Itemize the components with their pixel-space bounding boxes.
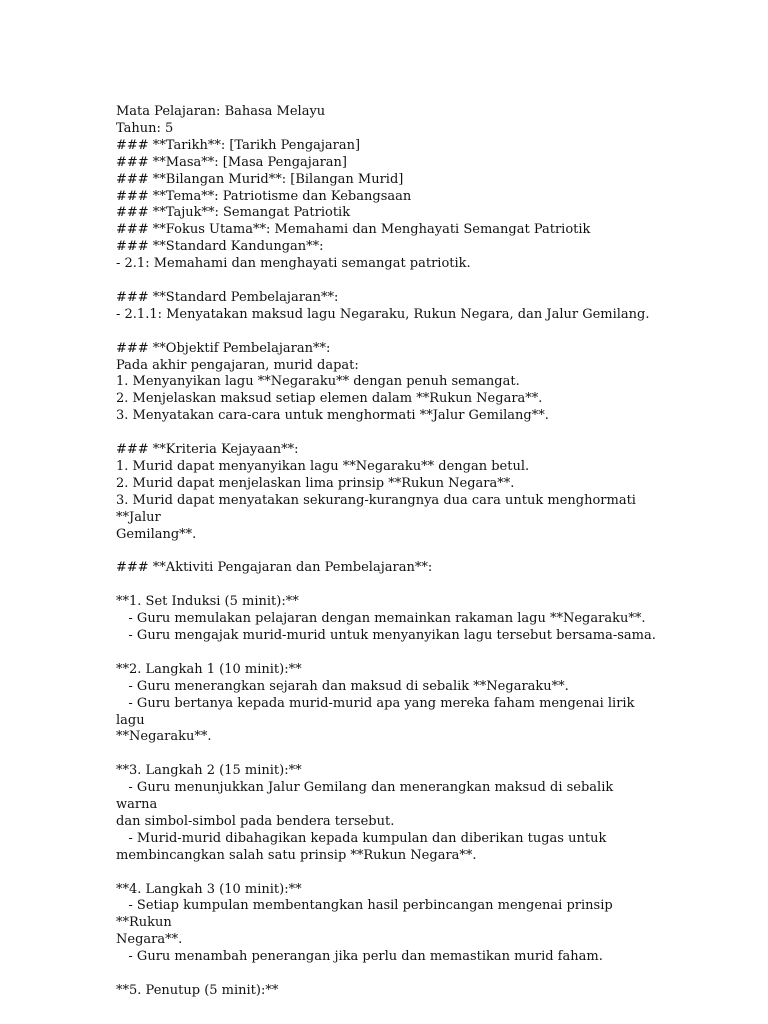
text-line: - Guru bertanya kepada murid-murid apa yang mereka faham mengenai lirik lagu — [116, 695, 639, 728]
text-line: ### **Kriteria Kejayaan**: — [116, 442, 299, 458]
text-line: Pada akhir pengajaran, murid dapat: — [116, 357, 359, 373]
text-line: ### **Bilangan Murid**: [Bilangan Murid] — [116, 171, 404, 187]
text-line: **3. Langkah 2 (15 minit):** — [116, 763, 302, 779]
text-line: - Guru menerangkan sejarah dan maksud di sebalik **Negaraku**. — [116, 678, 569, 694]
blank-line — [116, 577, 656, 594]
text-line: Negara**. — [116, 932, 183, 948]
blank-line — [116, 324, 656, 341]
text-line: **2. Langkah 1 (10 minit):** — [116, 661, 302, 677]
blank-line — [116, 746, 656, 763]
blank-line — [116, 273, 656, 290]
text-line: **5. Penutup (5 minit):** — [116, 982, 279, 998]
text-line: 3. Menyatakan cara-cara untuk menghormati **Jalur Gemilang**. — [116, 408, 549, 424]
blank-line — [116, 966, 656, 983]
text-line: 1. Murid dapat menyanyikan lagu **Negaraku** dengan betul. — [116, 458, 530, 474]
text-line: - Murid-murid dibahagikan kepada kumpulan dan diberikan tugas untuk — [116, 830, 607, 846]
text-line: - Guru mengajak murid-murid untuk menyanyikan lagu tersebut bersama-sama. — [116, 628, 656, 644]
text-line: 2. Murid dapat menjelaskan lima prinsip **Rukun Negara**. — [116, 475, 515, 491]
text-line: 1. Menyanyikan lagu **Negaraku** dengan penuh semangat. — [116, 374, 520, 390]
text-line: dan simbol-simbol pada bendera tersebut. — [116, 813, 395, 829]
document-page — [116, 104, 656, 1000]
text-line: ### **Tema**: Patriotisme dan Kebangsaan — [116, 188, 412, 204]
text-line: ### **Tarikh**: [Tarikh Pengajaran] — [116, 137, 361, 153]
text-line: 2. Menjelaskan maksud setiap elemen dalam **Rukun Negara**. — [116, 391, 543, 407]
blank-line — [116, 865, 656, 882]
text-line: - Guru menambah penerangan jika perlu dan memastikan murid faham. — [116, 949, 603, 965]
text-line: Gemilang**. — [116, 526, 197, 542]
text-line: - Setiap kumpulan membentangkan hasil perbincangan mengenai prinsip **Rukun — [116, 898, 617, 931]
text-line: - Guru menunjukkan Jalur Gemilang dan menerangkan maksud di sebalik warna — [116, 780, 618, 813]
text-line: ### **Aktiviti Pengajaran dan Pembelajaran**: — [116, 560, 433, 576]
text-line: 3. Murid dapat menyatakan sekurang-kurangnya dua cara untuk menghormati **Jalur — [116, 492, 641, 525]
text-line: **4. Langkah 3 (10 minit):** — [116, 881, 302, 897]
text-line: Mata Pelajaran: Bahasa Melayu — [116, 104, 326, 119]
text-line: - 2.1.1: Menyatakan maksud lagu Negaraku, Rukun Negara, dan Jalur Gemilang. — [116, 306, 650, 322]
text-line: - 2.1: Memahami dan menghayati semangat patriotik. — [116, 256, 471, 272]
blank-line — [116, 544, 656, 561]
text-line: **Negaraku**. — [116, 729, 212, 745]
text-line: Tahun: 5 — [116, 120, 174, 136]
text-line: - Guru memulakan pelajaran dengan memainkan rakaman lagu **Negaraku**. — [116, 611, 646, 627]
text-line: ### **Standard Pembelajaran**: — [116, 289, 339, 305]
blank-line — [116, 645, 656, 662]
blank-line — [116, 425, 656, 442]
text-line: ### **Masa**: [Masa Pengajaran] — [116, 154, 347, 170]
text-line: membincangkan salah satu prinsip **Rukun Negara**. — [116, 847, 477, 863]
text-line: ### **Tajuk**: Semangat Patriotik — [116, 205, 351, 221]
text-line: **1. Set Induksi (5 minit):** — [116, 594, 299, 610]
text-line: ### **Standard Kandungan**: — [116, 239, 324, 255]
text-line: ### **Fokus Utama**: Memahami dan Menghayati Semangat Patriotik — [116, 222, 591, 238]
text-line: ### **Objektif Pembelajaran**: — [116, 340, 331, 356]
